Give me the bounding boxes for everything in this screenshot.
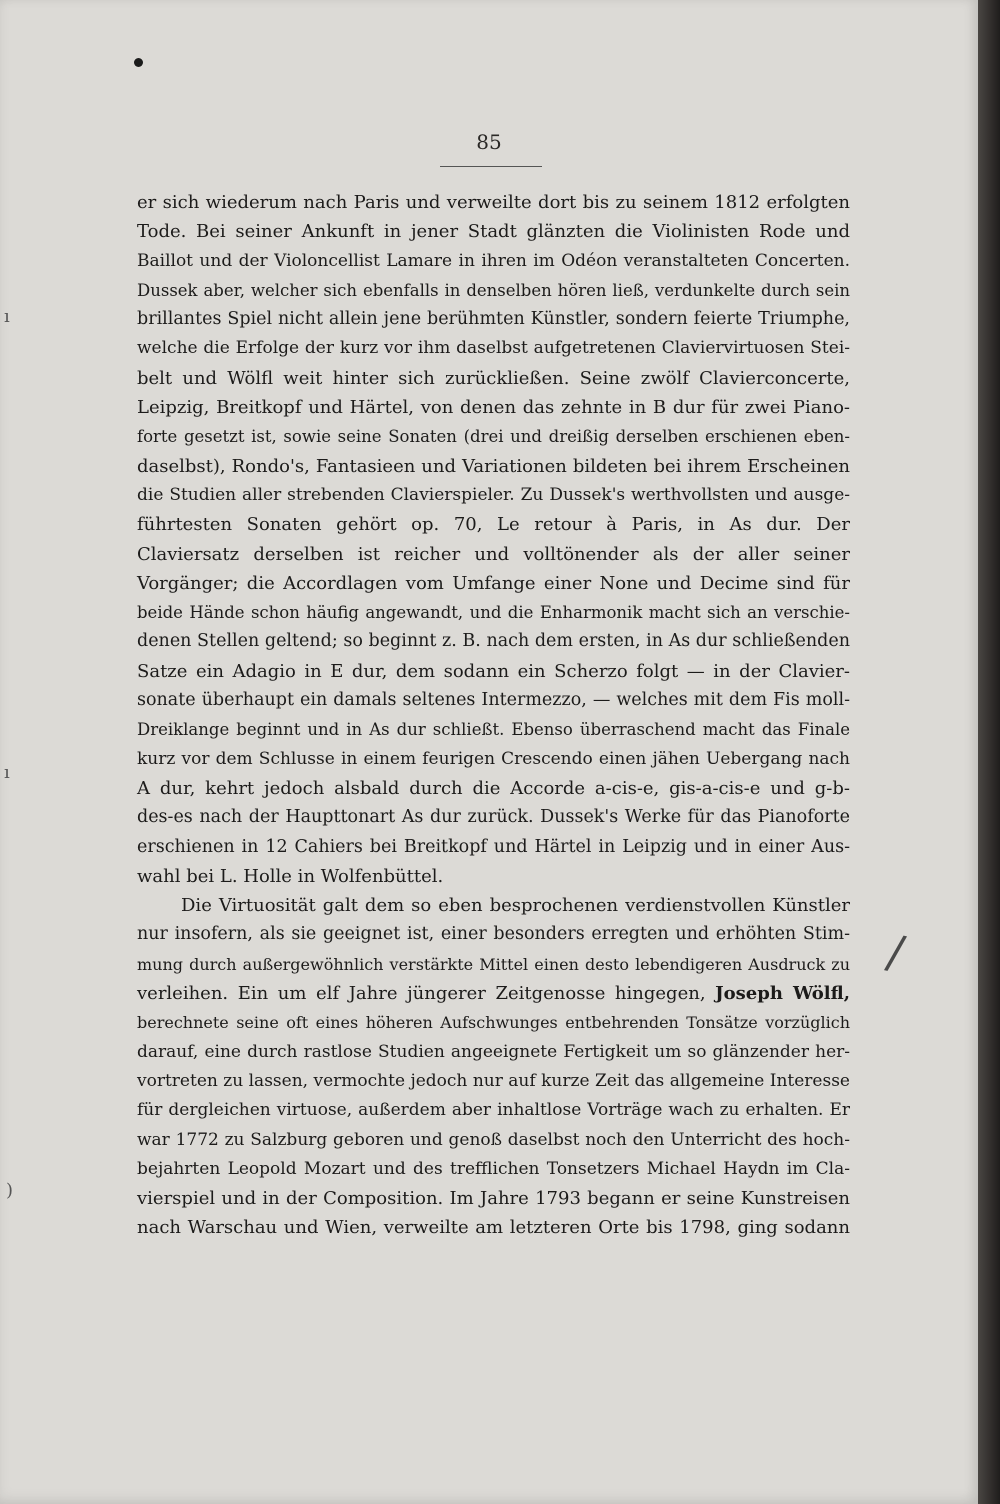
margin-mark: ı [4, 306, 10, 327]
text-line: Die Virtuosität galt dem so eben besprochenen verdienstvollen Künstler [181, 895, 850, 917]
text-line: Dussek aber, welcher sich ebenfalls in denselben hören ließ, verdunkelte durch sein [137, 280, 850, 300]
text-line: erschienen in 12 Cahiers bei Breitkopf und Härtel in Leipzig und in einer Aus- [137, 836, 850, 857]
text-line: des-es nach der Haupttonart As dur zurück. Dussek's Werke für das Pianoforte [137, 807, 850, 828]
margin-mark: ı [4, 762, 10, 783]
page-number: 85 [476, 130, 502, 154]
text-line: beide Hände schon häufig angewandt, und die Enharmonik macht sich an verschie- [137, 603, 850, 623]
text-line: wahl bei L. Holle in Wolfenbüttel. [137, 865, 444, 887]
text-line: er sich wiederum nach Paris und verweilte dort bis zu seinem 1812 erfolgten [137, 192, 850, 213]
text-line: A dur, kehrt jedoch alsbald durch die Accorde a-cis-e, gis-a-cis-e und g-b- [137, 777, 850, 799]
text-line: darauf, eine durch rastlose Studien angeeignete Fertigkeit um so glänzender her- [137, 1041, 850, 1062]
pencil-mark: / [882, 923, 909, 981]
text-line: nur insofern, als sie geeignet ist, einer besonders erregten und erhöhten Stim- [137, 924, 850, 945]
book-edge [978, 0, 1000, 1504]
text-line: Leipzig, Breitkopf und Härtel, von denen das zehnte in B dur für zwei Piano- [137, 397, 850, 419]
text-line: berechnete seine oft eines höheren Aufschwunges entbehrenden Tonsätze vorzüglich [137, 1013, 850, 1033]
text-line: Claviersatz derselben ist reicher und volltönender als der aller seiner [137, 543, 850, 565]
text-fragment: verleihen. Ein um elf Jahre jüngerer Zeitgenosse hingegen, [137, 983, 706, 1005]
text-line: führtesten Sonaten gehört op. 70, Le retour à Paris, in As dur. Der [137, 514, 850, 536]
text-line: nach Warschau und Wien, verweilte am letzteren Orte bis 1798, ging sodann [137, 1217, 850, 1239]
text-line: belt und Wölfl weit hinter sich zurückließen. Seine zwölf Clavierconcerte, [137, 367, 850, 389]
text-line: mung durch außergewöhnlich verstärkte Mittel einen desto lebendigeren Ausdruck zu [137, 954, 850, 974]
ink-blot [134, 58, 143, 67]
text-line: brillantes Spiel nicht allein jene berühmten Künstler, sondern feierte Triumphe, [137, 309, 850, 330]
text-line: denen Stellen geltend; so beginnt z. B. nach dem ersten, in As dur schließenden [137, 631, 850, 652]
text-line: für dergleichen virtuose, außerdem aber inhaltlose Vorträge wach zu erhalten. Er [137, 1100, 850, 1121]
text-line: vierspiel und in der Composition. Im Jahre 1793 begann er seine Kunstreisen [137, 1188, 850, 1210]
text-line: Dreiklange beginnt und in As dur schließt. Ebenso überraschend macht das Finale [137, 720, 850, 740]
text-line: Tode. Bei seiner Ankunft in jener Stadt glänzten die Violinisten Rode und [137, 221, 850, 243]
composer-name: Joseph Wölfl, [715, 983, 850, 1005]
text-line: war 1772 zu Salzburg geboren und genoß daselbst noch den Unterricht des hoch- [137, 1129, 850, 1150]
text-line-with-name [137, 979, 850, 1008]
text-line: Satze ein Adagio in E dur, dem sodann ein Scherzo folgt — in der Clavier- [137, 660, 850, 682]
margin-mark: ) [6, 1180, 14, 1201]
text-line: Baillot und der Violoncellist Lamare in ihren im Odéon veranstalteten Concerten. [137, 250, 850, 271]
text-line: daselbst), Rondo's, Fantasieen und Variationen bildeten bei ihrem Erscheinen [137, 455, 850, 477]
text-line: kurz vor dem Schlusse in einem feurigen Crescendo einen jähen Uebergang nach [137, 748, 850, 769]
text-line: welche die Erfolge der kurz vor ihm daselbst aufgetretenen Claviervirtuosen Stei- [137, 338, 850, 359]
text-line: forte gesetzt ist, sowie seine Sonaten (drei und dreißig derselben erschienen eben- [137, 427, 850, 447]
text-line: die Studien aller strebenden Clavierspieler. Zu Dussek's werthvollsten und ausge- [137, 484, 850, 505]
text-line: sonate überhaupt ein damals seltenes Intermezzo, — welches mit dem Fis moll- [137, 690, 850, 711]
header-rule [440, 166, 542, 167]
body-text [137, 188, 850, 1243]
text-line: Vorgänger; die Accordlagen vom Umfange einer None und Decime sind für [137, 572, 850, 594]
text-line: vortreten zu lassen, vermochte jedoch nur auf kurze Zeit das allgemeine Interesse [137, 1070, 850, 1091]
text-line: bejahrten Leopold Mozart und des trefflichen Tonsetzers Michael Haydn im Cla- [137, 1158, 850, 1179]
